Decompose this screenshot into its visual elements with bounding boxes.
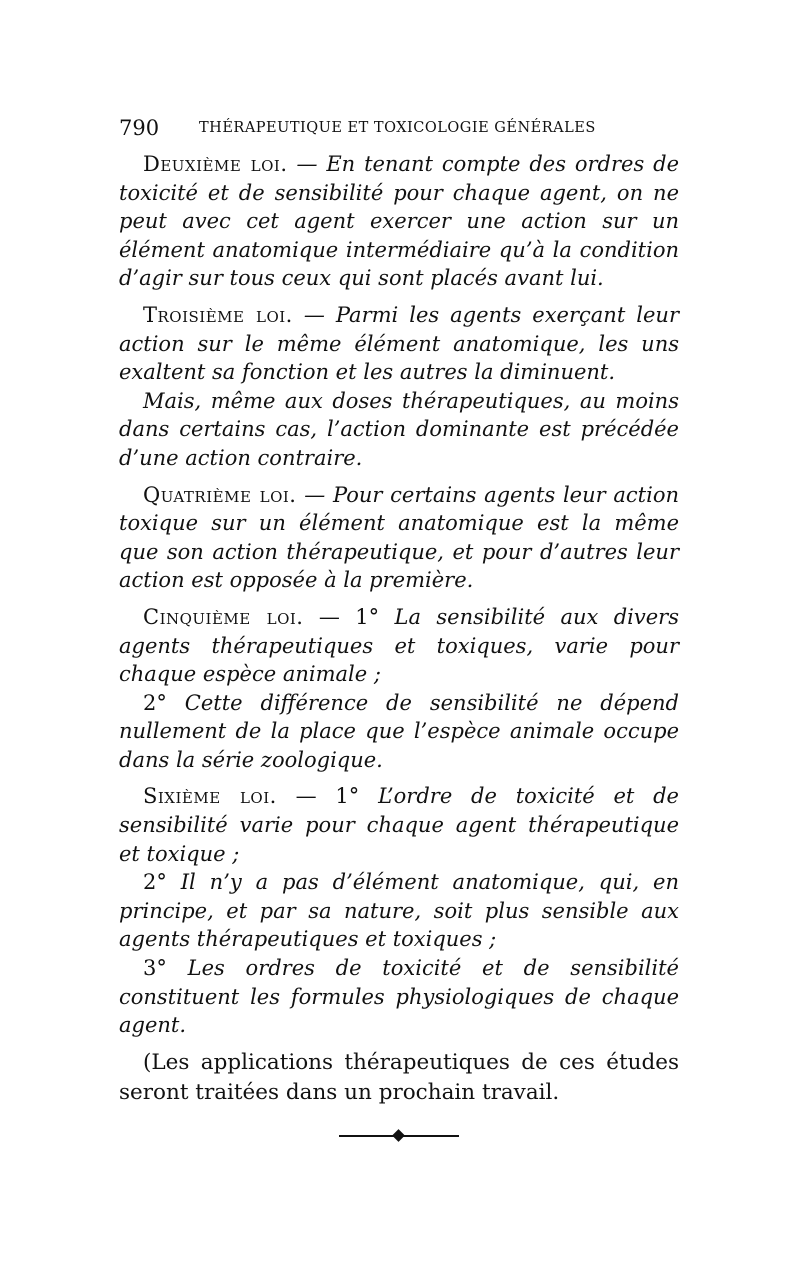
- law-6-point-1-number: — 1°: [295, 784, 360, 809]
- law-6-point-3-number: 3°: [143, 956, 167, 981]
- law-6-paragraph: [119, 782, 679, 868]
- law-2-paragraph: [119, 150, 679, 293]
- end-ornament: [339, 1130, 459, 1142]
- law-4-paragraph: [119, 481, 679, 595]
- law-4-text: — Pour certains agents leur action toxique sur un élément anatomique est la même que son action thérapeutique, et pour d’autres leur action est opposée à la première.: [119, 482, 679, 593]
- law-5-label: Cinquième loi.: [143, 604, 304, 629]
- law-4-label: Quatrième loi.: [143, 482, 297, 507]
- law-3-paragraph: [119, 301, 679, 387]
- law-6-point-1-text: L’ordre de toxicité et de sensibilité varie pour chaque agent thérapeutique et toxique ;: [119, 784, 679, 866]
- law-6-point-2: [119, 868, 679, 954]
- diamond-icon: [392, 1129, 405, 1142]
- law-2-text: — En tenant compte des ordres de toxicité et de sensibilité pour chaque agent, on ne peut avec cet agent exercer une action sur un élément anatomique intermédiaire qu’à la condition d’agir sur tous ceux qui sont placés avant lui.: [119, 152, 679, 291]
- page-number: 790: [119, 116, 160, 140]
- law-6-point-3: [119, 954, 679, 1040]
- law-6-point-2-text: Il n’y a pas d’élément anatomique, qui, en principe, et par sa nature, soit plus sensible aux agents thérapeutiques et toxiques ;: [119, 870, 679, 952]
- law-6-label: Sixième loi.: [143, 784, 277, 809]
- law-5-point-1-text: La sensibilité aux divers agents thérapeutiques et toxiques, varie pour chaque espèce animale ;: [119, 604, 679, 687]
- running-title: THÉRAPEUTIQUE ET TOXICOLOGIE GÉNÉRALES: [199, 120, 596, 136]
- law-6-point-3-text: Les ordres de toxicité et de sensibilité constituent les formules physiologiques de chaque agent.: [119, 956, 679, 1038]
- running-header: [119, 112, 679, 144]
- law-3-text: — Parmi les agents exerçant leur action sur le même élément anatomique, les uns exaltent sa fonction et les autres la diminuent.: [119, 302, 679, 385]
- law-5-paragraph: [119, 603, 679, 689]
- law-3-label: Troisième loi.: [143, 302, 293, 327]
- law-5-point-1-number: — 1°: [318, 604, 380, 629]
- closing-note: (Les applications thérapeutiques de ces études seront traitées dans un prochain travail.: [119, 1049, 679, 1105]
- law-5-point-2: [119, 689, 679, 775]
- law-3-continuation: Mais, même aux doses thérapeutiques, au moins dans certains cas, l’action dominante est précédée d’une action contraire.: [119, 388, 679, 470]
- law-5-point-2-number: 2°: [143, 690, 167, 715]
- law-2-label: Deuxième loi.: [143, 152, 288, 176]
- law-5-point-2-text: Cette différence de sensibilité ne dépend nullement de la place que l’espèce animale occupe dans la série zoologique.: [119, 690, 679, 772]
- page-body: [119, 150, 679, 1142]
- law-6-point-2-number: 2°: [143, 870, 167, 895]
